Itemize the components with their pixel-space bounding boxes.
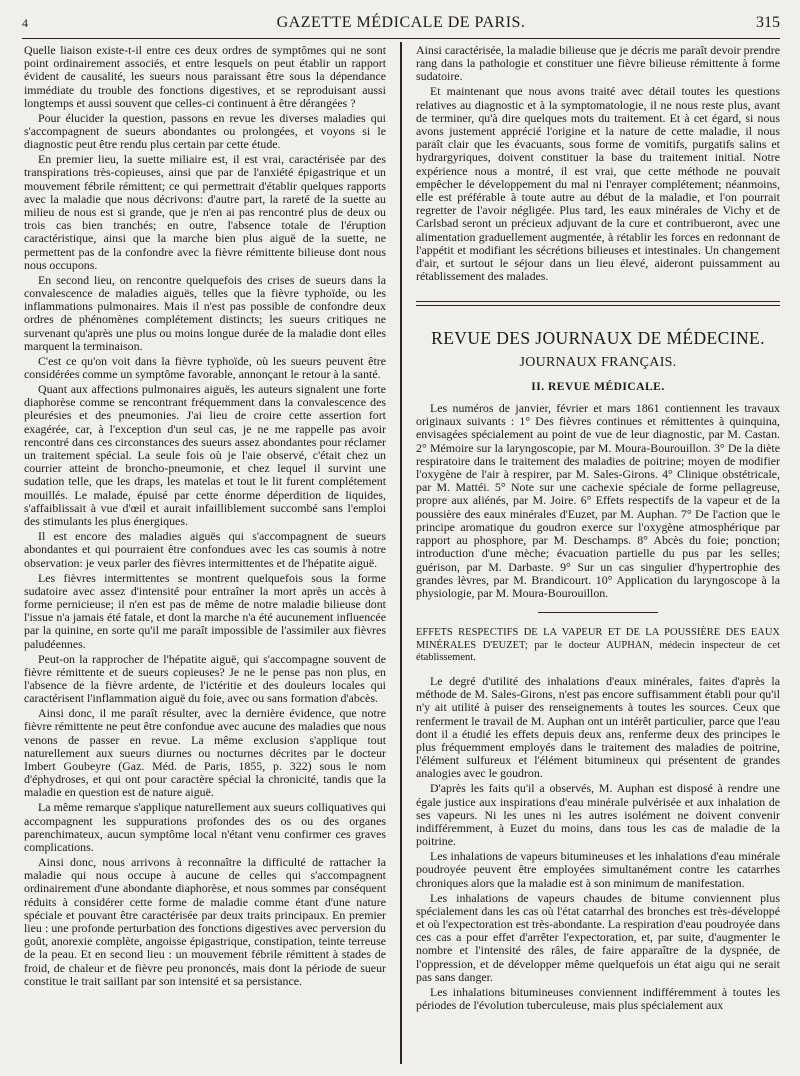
paragraph: Les fièvres intermittentes se montrent quelquefois sous la forme sudatoire avec assez d'intensité pour entraîner la mort après un accès à forme pernicieuse; il n'en est pas de même de notre maladie bilieuse dont l'issue n'a jamais été fatale, et dont la marche n'a été aucunement influencée par la quinine, en sorte qu'il me paraît impossible de l'assimiler aux fièvres paludéennes. [24,570,386,651]
paragraph: Ainsi donc, nous arrivons à reconnaître la difficulté de rattacher la maladie qui nous occupe à aucune de celles qui s'accompagnent ordinairement d'une abondante diaphorèse, et nous sommes par conséquent réduits à considérer cette forme de maladie comme étant d'une nature spéciale et pouvant être caractérisée par deux traits principaux. En premier lieu : une profonde perturbation des fonctions digestives avec perversion du goût, anorexie complète, angoisse épigastrique, constipation, teinte terreuse de la peau. Et en second lieu : un mouvement fébrile rémittent à stades de froid, de chaleur et de fièvre peu prononcés, mais dont la période de sueur constitue le trait saillant par son intensité et sa persistance. [24,854,386,988]
paragraph: Ainsi caractérisée, la maladie bilieuse que je décris me paraît devoir prendre rang dans la pathologie et constituer une fièvre bilieuse rémittente à forme sudatoire. [416,43,780,84]
paragraph: Ainsi donc, il me paraît résulter, avec la dernière évidence, que notre fièvre rémittente ne peut être confondue avec aucune des maladies que nous venons de passer en revue. La même exclusion s'applique tout naturellement aux sueurs diurnes ou nocturnes décrites par le docteur Imbert Goubeyre (Gaz. Méd. de Paris, 1855, p. 322) sous le nom d'éphydroses, et qui ont pour caractère spécial la chronicité, tandis que la maladie en question est de nature aiguë. [24,706,386,800]
page-header [22,14,780,36]
review-summary: Les numéros de janvier, février et mars 1861 contiennent les travaux originaux suivants : 1° Des fièvres continues et rémittentes à quinquina, envisagées spécialement au point de vue de leur diagnostic, par M. Castan. 2° Mémoire sur la laryngoscopie, par M. Moura-Bourouillon. 3° De la diète respiratoire dans le traitement des maladies de poitrine; moyen de modifier l'oxygène de l'air à respirer, par M. Sales-Girons. 4° Clinique obstétricale, par M. Mattéi. 5° Note sur une cachexie spéciale de forme pellagreuse, propre aux aliénés, par M. Joire. 6° Effets respectifs de la vapeur et de la poussière des eaux minérales d'Euzet, par M. Auphan. 7° De l'action que le principe aromatique du goudron exerce sur l'oxygène atmosphérique par rapport au phosphore, par M. Deschamps. 8° Abcès du foie; ponction; introduction d'une mèche; évacuation partielle du pus par les selles; guérison, par M. Darbaste. 9° Sur un cas singulier d'hypertrophie des grandes lèvres, par M. Brandicourt. 10° Application du laryngoscope à la physiologie, par M. Moura-Bourouillon. [416,401,780,600]
page-number: 315 [756,14,780,31]
review-heading: REVUE DES JOURNAUX DE MÉDECINE. [431,328,765,349]
paragraph: La même remarque s'applique naturellement aux sueurs colliquatives qui accompagnent les suppurations profondes des os ou des organes parenchimateux, aucun symptôme local n'étant venu confirmer ces graves complications. [24,800,386,854]
paragraph: Pour élucider la question, passons en revue les diverses maladies qui s'accompagnent de sueurs abondantes ou prolongées, et voyons si le diagnostic peut être rendu plus certain par cette étude. [24,110,386,152]
paragraph: Il est encore des maladies aiguës qui s'accompagnent de sueurs abondantes et qui pourraient être confondues avec les cas soumis à notre observation: je veux parler des fièvres intermittentes et de l'hépatite aiguë. [24,529,386,570]
paragraph: Peut-on la rapprocher de l'hépatite aiguë, qui s'accompagne souvent de fièvre rémittente et de sueurs copieuses? Je ne le pense pas non plus, en l'absence de la fièvre ardente, de l'ictéritie et des douleurs locales qui caractérisent l'inflammation aiguë du foie, avec ou sans formation d'abcès. [24,651,386,706]
paragraph: Les inhalations bitumineuses conviennent indifféremment à toutes les périodes de l'évolution tuberculeuse, mais plus spécialement aux [416,984,780,1012]
header-mark: 4 [22,16,28,30]
paragraph: En second lieu, on rencontre quelquefois des crises de sueurs dans la convalescence de maladies aiguës, telles que la fièvre typhoïde, ou les inflammations pulmonaires. Mais il n'est pas possible de confondre deux ordres de phénomènes complétement distincts; les sueurs critiques ne survenant qu'après une plus ou moins longue durée de la maladie dont elles marquent la terminaison. [24,272,386,353]
journals-heading: JOURNAUX FRANÇAIS. [519,354,677,370]
journal-title: GAZETTE MÉDICALE DE PARIS. [276,14,526,31]
article-title: EFFETS RESPECTIFS DE LA VAPEUR ET DE LA POUSSIÈRE DES EAUX MINÉRALES D'EUZET; par le docteur AUPHAN, médecin inspecteur de cet établissement. [416,627,780,664]
paragraph: Les inhalations de vapeurs chaudes de bitume conviennent plus spécialement dans les cas où l'état catarrhal des bronches est très-développé et où l'expectoration est très-abondante. La respiration d'eau poudroyée dans ces cas a pour effet d'arrêter l'expectoration, et, par suite, d'augmenter le nombre et l'intensité des râles, de faire apparaître de la dyspnée, de l'oppression, et de développer même quelquefois un état aigu qui ne serait pas sans danger. [416,890,780,984]
paragraph: D'après les faits qu'il a observés, M. Auphan est disposé à rendre une égale justice aux inspirations d'eau minérale pulvérisée et aux inhalation de ses vapeurs. Ni les unes ni les autres isolément ne doivent convenir indifféremment, à Euzet du moins, dans tous les cas de maladie de la poitrine. [416,781,780,849]
right-column [416,44,780,1014]
article-divider [538,612,658,613]
paragraph: C'est ce qu'on voit dans la fièvre typhoïde, où les sueurs peuvent être considérées comme un symptôme favorable, annonçant le retour à la santé. [24,353,386,382]
paragraph: Quant aux affections pulmonaires aiguës, les auteurs signalent une forte diaphorèse comme se rencontrant fréquemment dans la convalescence des pleurésies et des pneumonies. J'ai lieu de croire cette assertion fort exagérée, car, à l'exception d'un seul cas, je ne me rappelle pas avoir rencontré dans ces circonstances des sueurs assez abondantes pour réclamer un traitement spécial. La seule fois où je l'aie observé, c'était chez un courrier atteint de broncho-pneumonie, et chez lequel il survint une sudation telle, que les draps, les matelas et tout le lit furent complétement mouillés. Le malade, épuisé par cette énorme déperdition de liquides, s'affaiblissait à vue d'œil et aurait infailliblement succombé sans l'emploi des stimulants les plus énergiques. [24,382,386,529]
paragraph: Et maintenant que nous avons traité avec détail toutes les questions relatives au diagnostic et à la symptomatologie, il ne nous reste plus, avant de terminer, qu'à dire quelques mots du traitement. Et à cet égard, si nous avons justement apprécié l'origine et la nature de cette maladie, il nous paraît clair que les évacuants, sous forme de vomitifs, purgatifs salins et hydrargyriques, doivent constituer la base du traitement initial. Notre expérience nous a montré, il est vrai, que cette méthode ne pouvait empêcher le développement du mal ni l'enrayer complétement; néanmoins, elle est préférable à toute autre au début de la maladie, et l'on pourrait regretter de l'avoir négligée. Plus tard, les eaux minérales de Vichy et de Carlsbad seront un précieux adjuvant de la cure et contribueront, avec une alimentation graduellement augmentée, à rétablir les forces en redonnant de l'appétit et modifiant les sécrétions bilieuses et intestinales. Un changement d'air, et surtout le séjour dans un lieu élevé, aideront puissamment au rétablissement des malades. [416,84,780,284]
paragraph: Quelle liaison existe-t-il entre ces deux ordres de symptômes qui ne sont point ordinairement associés, et entre lesquels on peut établir un rapport évident de causalité, les sueurs nous paraissant être sous la dépendance immédiate du trouble des fonctions digestives, et se reproduisant aussi longtemps et aussi souvent que celles-ci continuent à être dérangées ? [24,43,386,110]
paragraph: Les inhalations de vapeurs bitumineuses et les inhalations d'eau minérale poudroyée peuvent être employées simultanément contre les catarrhes chroniques alors que la maladie est à son minimum de manifestation. [416,849,780,890]
section-double-rule [416,301,780,306]
header-rule [22,38,780,39]
paragraph: Le degré d'utilité des inhalations d'eaux minérales, faites d'après la méthode de M. Sales-Girons, n'est pas encore suffisamment établi pour qu'il n'y ait utilité à puiser des renseignements à toutes les sources. Ceux que renferment le travail de M. Auphan ont un intérêt particulier, parce que l'eau dont il a étudié les effets depuis deux ans, renferme deux des principes le plus fréquemment employés dans le traitement des maladies de poitrine, l'élément sulfureux et l'élément bitumineux qui présentent de grandes analogies avec le goudron. [416,673,780,781]
paragraph: En premier lieu, la suette miliaire est, il est vrai, caractérisée par des transpirations très-copieuses, ainsi que par de l'anxiété épigastrique et un mouvement fébrile rémittent; ce qui permettrait d'établir quelques rapports avec la maladie que nous décrivons: d'autre part, la rareté de la suette au milieu de nous est si grande, que je n'en ai pas rencontré plus de deux ou trois cas bien tranchés; en outre, l'absence totale de l'éruption caractéristique, ainsi que la marche bien plus aiguë de la suette, ne permettent pas de la confondre avec la fièvre rémittente bilieuse dont nous nous occupons. [24,152,386,272]
section-heading: II. REVUE MÉDICALE. [531,380,665,393]
left-column [24,44,386,990]
column-separator [400,42,402,1064]
